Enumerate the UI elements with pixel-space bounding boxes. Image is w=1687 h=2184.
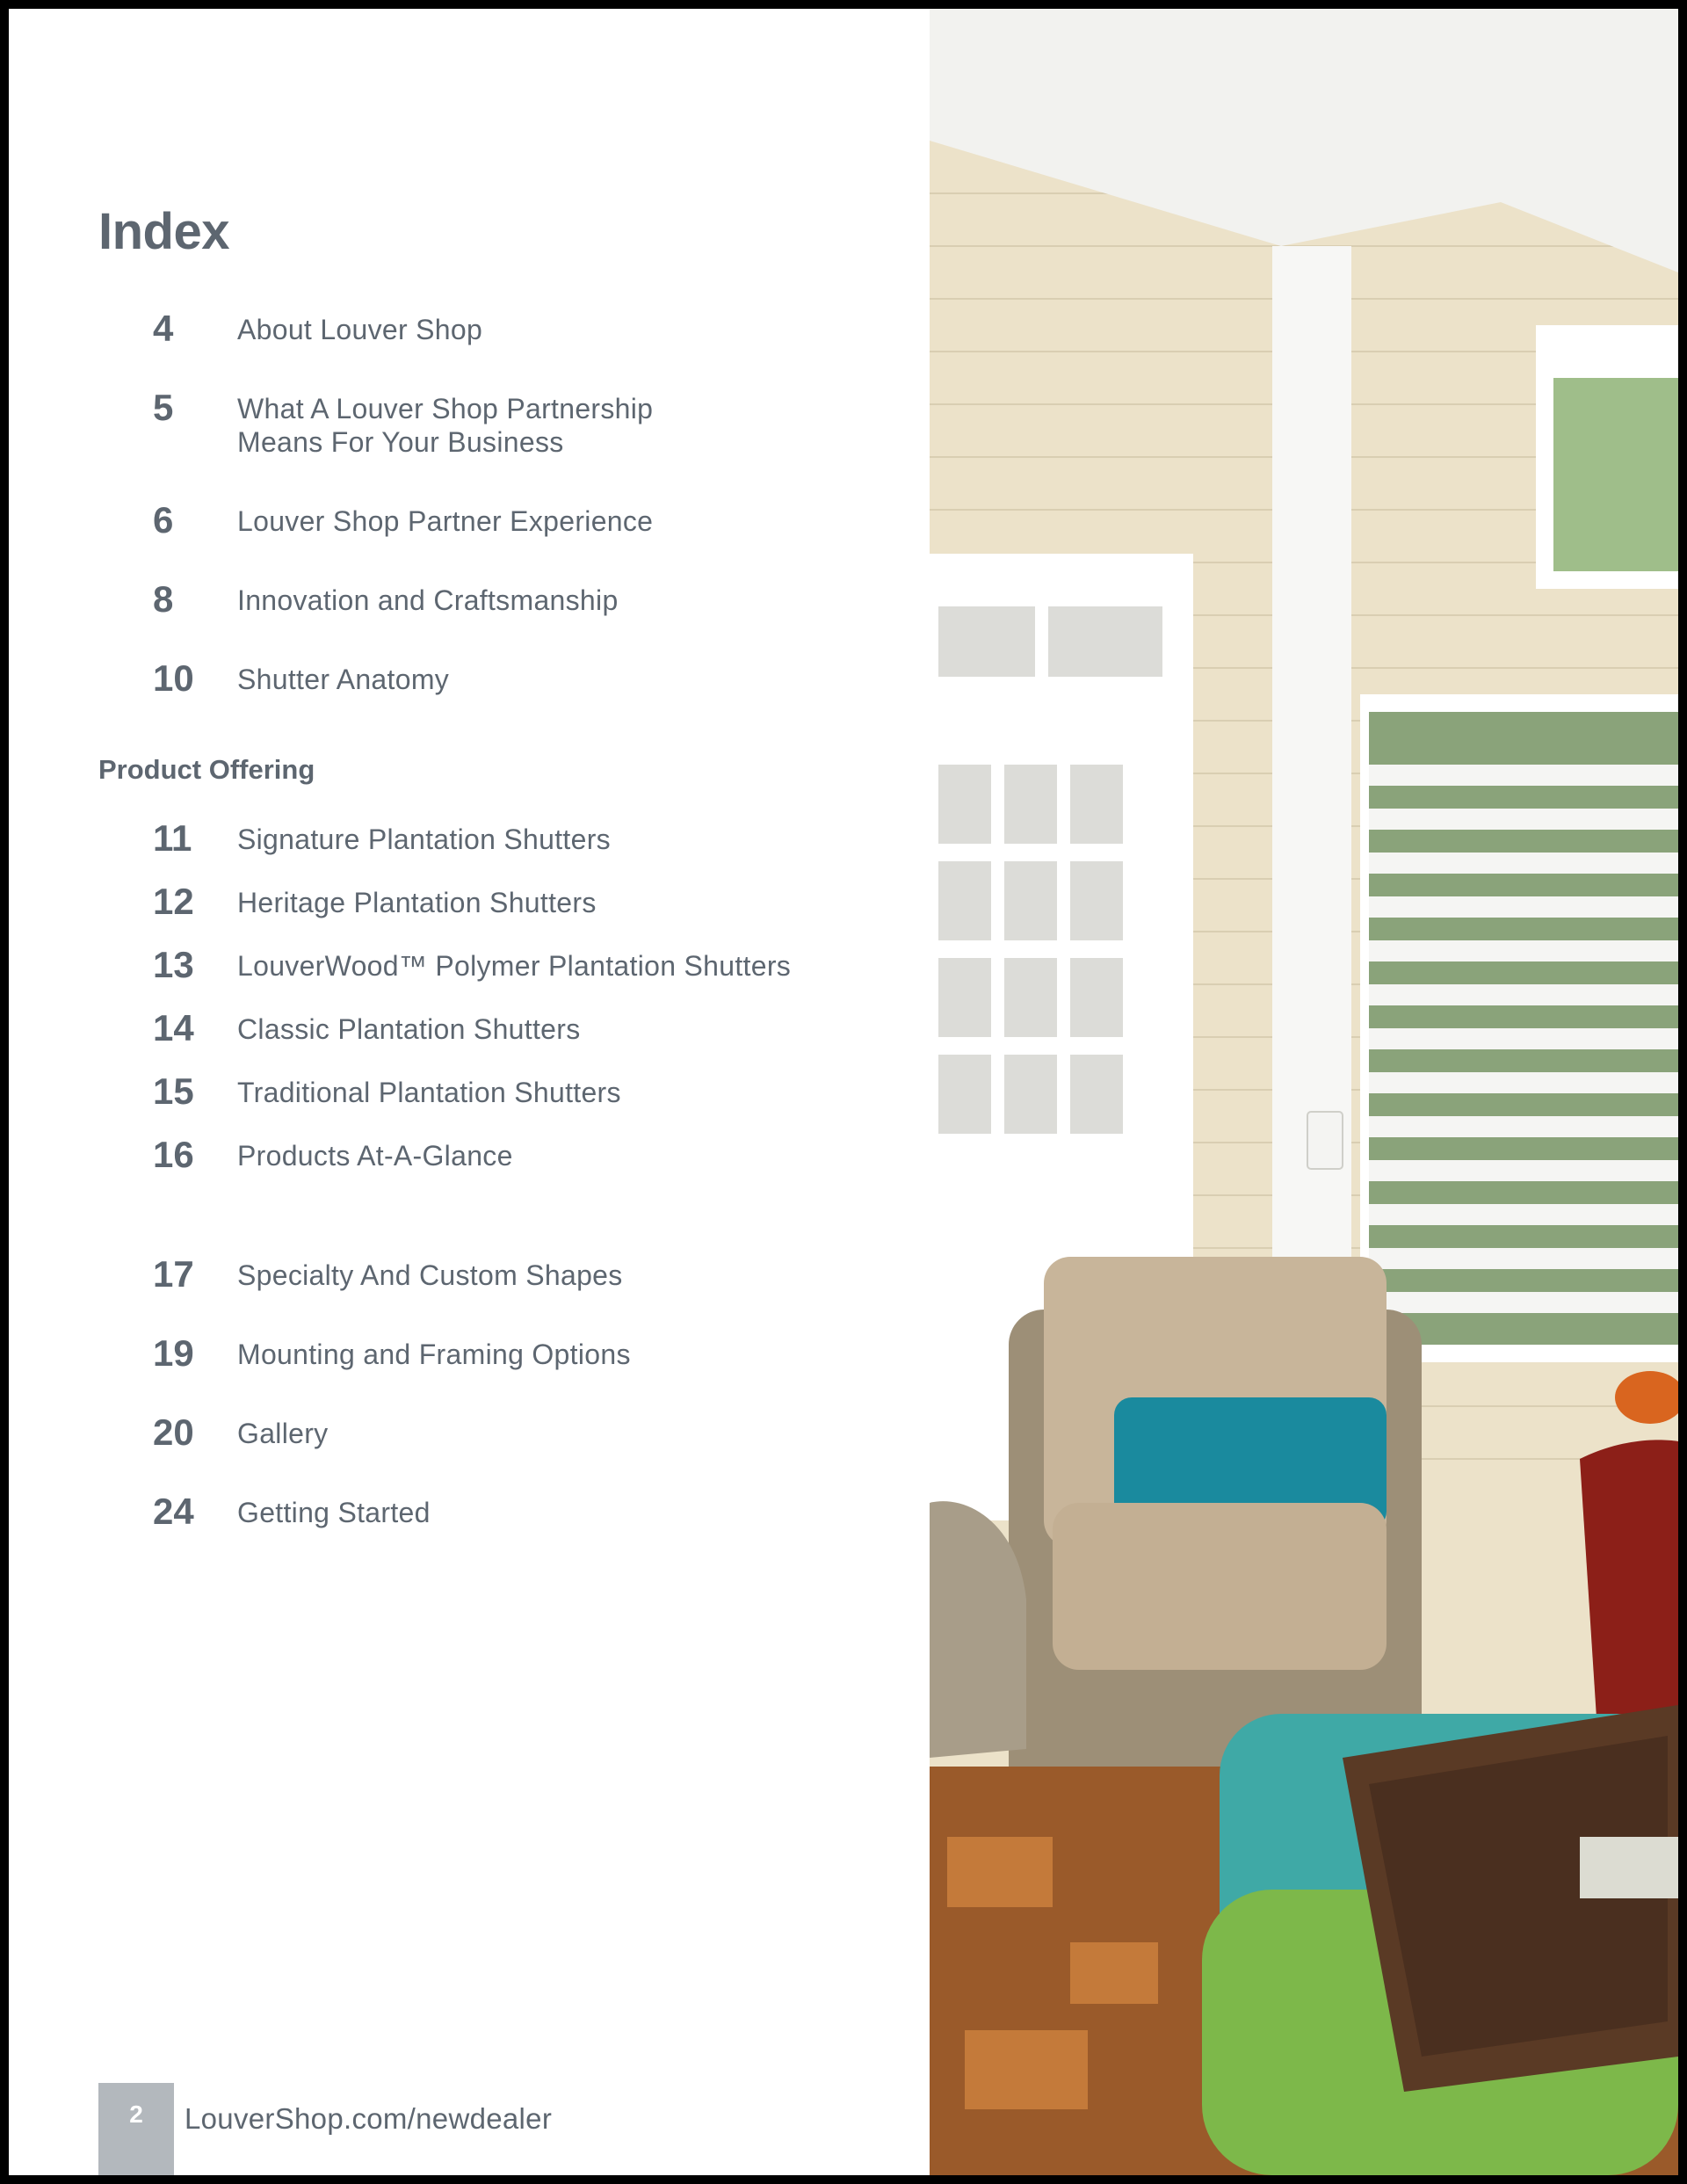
entry-page-number: 14	[153, 1007, 194, 1048]
entry-label: Getting Started	[237, 1497, 431, 1528]
entry-page-number: 12	[153, 881, 194, 922]
entry-page-number: 15	[153, 1070, 194, 1112]
entry-label: Innovation and Craftsmanship	[237, 584, 619, 616]
entry-label: Shutter Anatomy	[237, 664, 450, 695]
footer-website-link[interactable]: LouverShop.com/newdealer	[185, 2102, 553, 2135]
entry-page-number: 5	[153, 387, 174, 428]
entry-page-number: 16	[153, 1134, 194, 1175]
entry-page-number: 6	[153, 499, 174, 541]
entry-label: Louver Shop Partner Experience	[237, 505, 654, 537]
index-pane	[9, 9, 930, 2175]
entry-label: Products At-A-Glance	[237, 1140, 513, 1172]
entry-label: Mounting and Framing Options	[237, 1339, 631, 1370]
footer-page-badge	[98, 2083, 174, 2175]
entry-page-number: 13	[153, 944, 194, 985]
entry-page-number: 10	[153, 657, 194, 699]
entry-label: Classic Plantation Shutters	[237, 1013, 581, 1045]
entry-page-number: 20	[153, 1411, 194, 1453]
entry-page-number: 24	[153, 1491, 194, 1532]
entry-label: What A Louver Shop Partnership Means For Your Business	[237, 393, 654, 458]
interior-photo-illustration	[930, 9, 1678, 2175]
page-title: Index	[98, 203, 229, 260]
entry-label: Specialty And Custom Shapes	[237, 1259, 623, 1291]
entry-label: LouverWood™ Polymer Plantation Shutters	[237, 950, 792, 982]
section-heading-product-offering: Product Offering	[98, 754, 315, 785]
footer-page-number: 2	[129, 2101, 143, 2128]
brochure-page	[9, 9, 1678, 2175]
entry-label: Heritage Plantation Shutters	[237, 887, 597, 918]
entry-label: Signature Plantation Shutters	[237, 824, 611, 855]
entry-page-number: 4	[153, 308, 174, 349]
entry-page-number: 11	[153, 817, 192, 859]
entry-page-number: 8	[153, 578, 174, 620]
interior-photo	[930, 9, 1678, 2175]
entry-label: Gallery	[237, 1418, 329, 1449]
entry-page-number: 19	[153, 1332, 194, 1374]
entry-label: Traditional Plantation Shutters	[237, 1077, 621, 1108]
entry-page-number: 17	[153, 1253, 194, 1295]
entry-label: About Louver Shop	[237, 314, 483, 345]
